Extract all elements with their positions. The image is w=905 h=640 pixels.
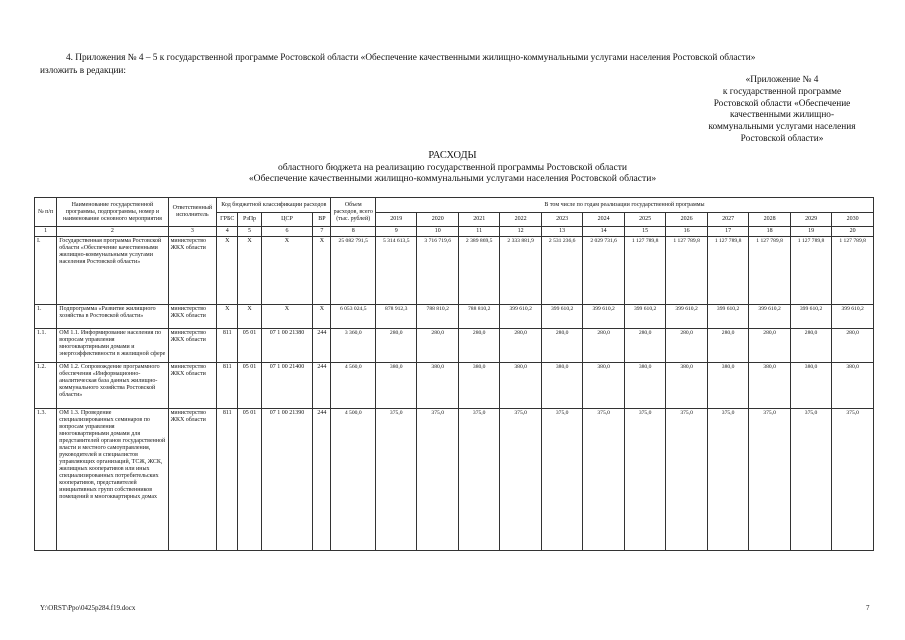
row-executor-cell: министерство ЖКХ области [168,363,217,409]
row-year-value-cell: 280,0 [500,329,541,363]
row-year-value-cell: 375,0 [500,409,541,551]
row-num-cell: 1.3. [35,409,57,551]
row-year-value-cell: 2 531 236,6 [541,237,582,305]
row-csr-cell: Х [261,237,313,305]
row-num-cell: 1.1. [35,329,57,363]
header-year: 2020 [417,213,458,227]
row-vr-cell: 244 [313,329,331,363]
row-executor-cell: министерство ЖКХ области [168,329,217,363]
row-year-value-cell: 788 810,2 [417,305,458,329]
row-year-value-cell: 380,0 [500,363,541,409]
appendix-line: качественными жилищно- [729,110,835,121]
row-year-value-cell: 2 333 881,9 [500,237,541,305]
row-grbs-cell: 811 [217,409,238,551]
header-year: 2024 [583,213,624,227]
row-rzpr-cell: 05 01 [238,329,261,363]
row-name-cell: Подпрограмма «Развитие жилищного хозяйства в Ростовской области» [57,305,168,329]
header-rzpr: РзПр [238,213,261,227]
row-year-value-cell: 280,0 [790,329,831,363]
column-number-cell: 5 [238,227,261,237]
row-year-value-cell: 280,0 [375,329,416,363]
row-total-cell: 4 560,0 [331,363,376,409]
column-number-cell: 12 [500,227,541,237]
row-year-value-cell: 280,0 [666,329,707,363]
column-number-cell: 1 [35,227,57,237]
row-rzpr-cell: Х [238,237,261,305]
header-year: 2022 [500,213,541,227]
row-year-value-cell: 380,0 [832,363,874,409]
intro-line-2: изложить в редакции: [40,65,126,76]
row-total-cell: 4 500,0 [331,409,376,551]
column-numbers-row [35,227,874,237]
header-year: 2026 [666,213,707,227]
appendix-line: Ростовской области «Обеспечение [713,98,851,109]
row-year-value-cell: 375,0 [666,409,707,551]
row-year-value-cell: 399 610,2 [500,305,541,329]
appendix-line: коммунальными услугами населения [708,122,856,133]
column-number-cell: 11 [458,227,499,237]
appendix-heading [692,75,872,146]
column-number-cell: 6 [261,227,313,237]
row-year-value-cell: 375,0 [624,409,665,551]
row-year-value-cell: 380,0 [375,363,416,409]
row-year-value-cell: 280,0 [749,329,790,363]
header-year: 2023 [541,213,582,227]
table-row [35,237,874,305]
row-year-value-cell: 399 610,2 [666,305,707,329]
title-line-3: «Обеспечение качественными жилищно-коммунальными услугами населения Ростовской области» [248,173,657,184]
header-years-group: В том числе по годам реализации государственной программы [375,198,873,213]
row-grbs-cell: Х [217,237,238,305]
row-year-value-cell: 375,0 [707,409,748,551]
header-csr: ЦСР [261,213,313,227]
row-year-value-cell: 280,0 [832,329,874,363]
header-grbs: ГРБС [217,213,238,227]
column-number-cell: 15 [624,227,665,237]
row-csr-cell: 07 1 00 21380 [261,329,313,363]
row-year-value-cell: 5 314 613,5 [375,237,416,305]
row-year-value-cell: 380,0 [458,363,499,409]
header-year: 2021 [458,213,499,227]
row-num-cell: 1.2. [35,363,57,409]
row-year-value-cell: 1 127 789,8 [666,237,707,305]
row-year-value-cell: 2 029 731,6 [583,237,624,305]
header-year: 2028 [749,213,790,227]
row-year-value-cell: 380,0 [749,363,790,409]
header-year: 2019 [375,213,416,227]
row-executor-cell: министерство ЖКХ области [168,237,217,305]
footer-file-path: Y:\ORST\Ppo\0425p284.f19.docx [40,604,136,612]
row-num-cell: 1. [35,305,57,329]
intro-paragraph [40,52,872,77]
title-line-1: РАСХОДЫ [428,150,477,161]
row-num-cell: I. [35,237,57,305]
row-vr-cell: 244 [313,409,331,551]
row-executor-cell: министерство ЖКХ области [168,305,217,329]
column-number-cell: 2 [57,227,168,237]
row-grbs-cell: Х [217,305,238,329]
header-code: Код бюджетной классификации расходов [217,198,331,213]
row-year-value-cell: 375,0 [832,409,874,551]
header-executor: Ответственный исполнитель [168,198,217,227]
row-csr-cell: 07 1 00 21390 [261,409,313,551]
row-year-value-cell: 878 912,3 [375,305,416,329]
row-year-value-cell: 1 127 789,8 [707,237,748,305]
row-name-cell: ОМ 1.2. Сопровождение программного обеспечения «Информационно-аналитическая база данных жилищно-коммунального хозяйства Ростовской области» [57,363,168,409]
row-grbs-cell: 811 [217,363,238,409]
row-name-cell: Государственная программа Ростовской области «Обеспечение качественными жилищно-коммунальными услугами населения Ростовской области» [57,237,168,305]
row-year-value-cell: 2 389 869,5 [458,237,499,305]
column-number-cell: 14 [583,227,624,237]
row-total-cell: 6 053 024,5 [331,305,376,329]
row-grbs-cell: 811 [217,329,238,363]
row-csr-cell: Х [261,305,313,329]
column-number-cell: 7 [313,227,331,237]
column-number-cell: 9 [375,227,416,237]
row-vr-cell: Х [313,237,331,305]
row-year-value-cell: 375,0 [790,409,831,551]
row-year-value-cell: 1 127 789,8 [832,237,874,305]
column-number-cell: 10 [417,227,458,237]
page-number: 7 [866,604,870,612]
row-year-value-cell: 280,0 [417,329,458,363]
row-rzpr-cell: Х [238,305,261,329]
row-year-value-cell: 399 610,2 [832,305,874,329]
row-year-value-cell: 1 127 789,8 [624,237,665,305]
row-year-value-cell: 280,0 [541,329,582,363]
row-year-value-cell: 399 610,2 [749,305,790,329]
row-year-value-cell: 380,0 [707,363,748,409]
row-executor-cell: министерство ЖКХ области [168,409,217,551]
header-year: 2030 [832,213,874,227]
header-year: 2029 [790,213,831,227]
row-year-value-cell: 399 610,2 [624,305,665,329]
row-total-cell: 25 082 791,5 [331,237,376,305]
row-year-value-cell: 399 610,2 [790,305,831,329]
row-vr-cell: Х [313,305,331,329]
column-number-cell: 17 [707,227,748,237]
row-total-cell: 3 360,0 [331,329,376,363]
row-year-value-cell: 3 716 719,6 [417,237,458,305]
row-name-cell: ОМ 1.3. Проведение специализированных семинаров по вопросам управления многоквартирными домами для представителей органов государственной власти и местного самоуправления, руководителей и специалистов управляющих организаций, ТСЖ, ЖСК, жилищных кооперативов или иных специализированных потребительских кооперативов, представителей инициативных групп собственников помещений в многоквартирных домах [57,409,168,551]
row-year-value-cell: 788 810,2 [458,305,499,329]
row-year-value-cell: 375,0 [583,409,624,551]
row-year-value-cell: 399 610,2 [583,305,624,329]
row-year-value-cell: 280,0 [583,329,624,363]
column-number-cell: 3 [168,227,217,237]
row-year-value-cell: 380,0 [624,363,665,409]
intro-line-1: 4. Приложения № 4 – 5 к государственной программе Ростовской области «Обеспечение качественными жилищно-коммунальными услугами населения Ростовской области» [66,53,756,63]
appendix-line: Ростовской области» [740,133,824,144]
row-year-value-cell: 280,0 [707,329,748,363]
table-row [35,305,874,329]
expenses-table [34,197,874,551]
document-title [0,150,905,185]
table-row [35,409,874,551]
appendix-line: «Приложение № 4 [745,75,819,85]
column-number-cell: 4 [217,227,238,237]
row-year-value-cell: 399 610,2 [541,305,582,329]
title-line-2: областного бюджета на реализацию государственной программы Ростовской области [277,161,628,173]
row-year-value-cell: 375,0 [417,409,458,551]
table-row [35,363,874,409]
row-year-value-cell: 1 127 789,8 [749,237,790,305]
header-year: 2027 [707,213,748,227]
row-name-cell: ОМ 1.1. Информирование населения по вопросам управления многоквартирными домами и энергоэффективности в жилищной сфере [57,329,168,363]
row-csr-cell: 07 1 00 21400 [261,363,313,409]
header-vr: ВР [313,213,331,227]
column-number-cell: 16 [666,227,707,237]
row-rzpr-cell: 05 01 [238,363,261,409]
header-volume: Объем расходов, всего (тыс. рублей) [331,198,376,227]
row-year-value-cell: 375,0 [375,409,416,551]
row-year-value-cell: 380,0 [541,363,582,409]
column-number-cell: 13 [541,227,582,237]
row-year-value-cell: 280,0 [458,329,499,363]
row-rzpr-cell: 05 01 [238,409,261,551]
header-num: № п/п [35,198,57,227]
header-name: Наименование государственной программы, подпрограммы, номер и наименование основного мероприятия [57,198,168,227]
row-year-value-cell: 375,0 [749,409,790,551]
row-year-value-cell: 380,0 [790,363,831,409]
column-number-cell: 20 [832,227,874,237]
row-year-value-cell: 375,0 [458,409,499,551]
row-year-value-cell: 380,0 [417,363,458,409]
row-year-value-cell: 280,0 [624,329,665,363]
column-number-cell: 19 [790,227,831,237]
table-row [35,329,874,363]
row-year-value-cell: 1 127 789,8 [790,237,831,305]
column-number-cell: 18 [749,227,790,237]
row-year-value-cell: 399 610,2 [707,305,748,329]
row-year-value-cell: 380,0 [583,363,624,409]
header-year: 2025 [624,213,665,227]
row-year-value-cell: 375,0 [541,409,582,551]
row-year-value-cell: 380,0 [666,363,707,409]
row-vr-cell: 244 [313,363,331,409]
column-number-cell: 8 [331,227,376,237]
appendix-line: к государственной программе [722,86,842,97]
